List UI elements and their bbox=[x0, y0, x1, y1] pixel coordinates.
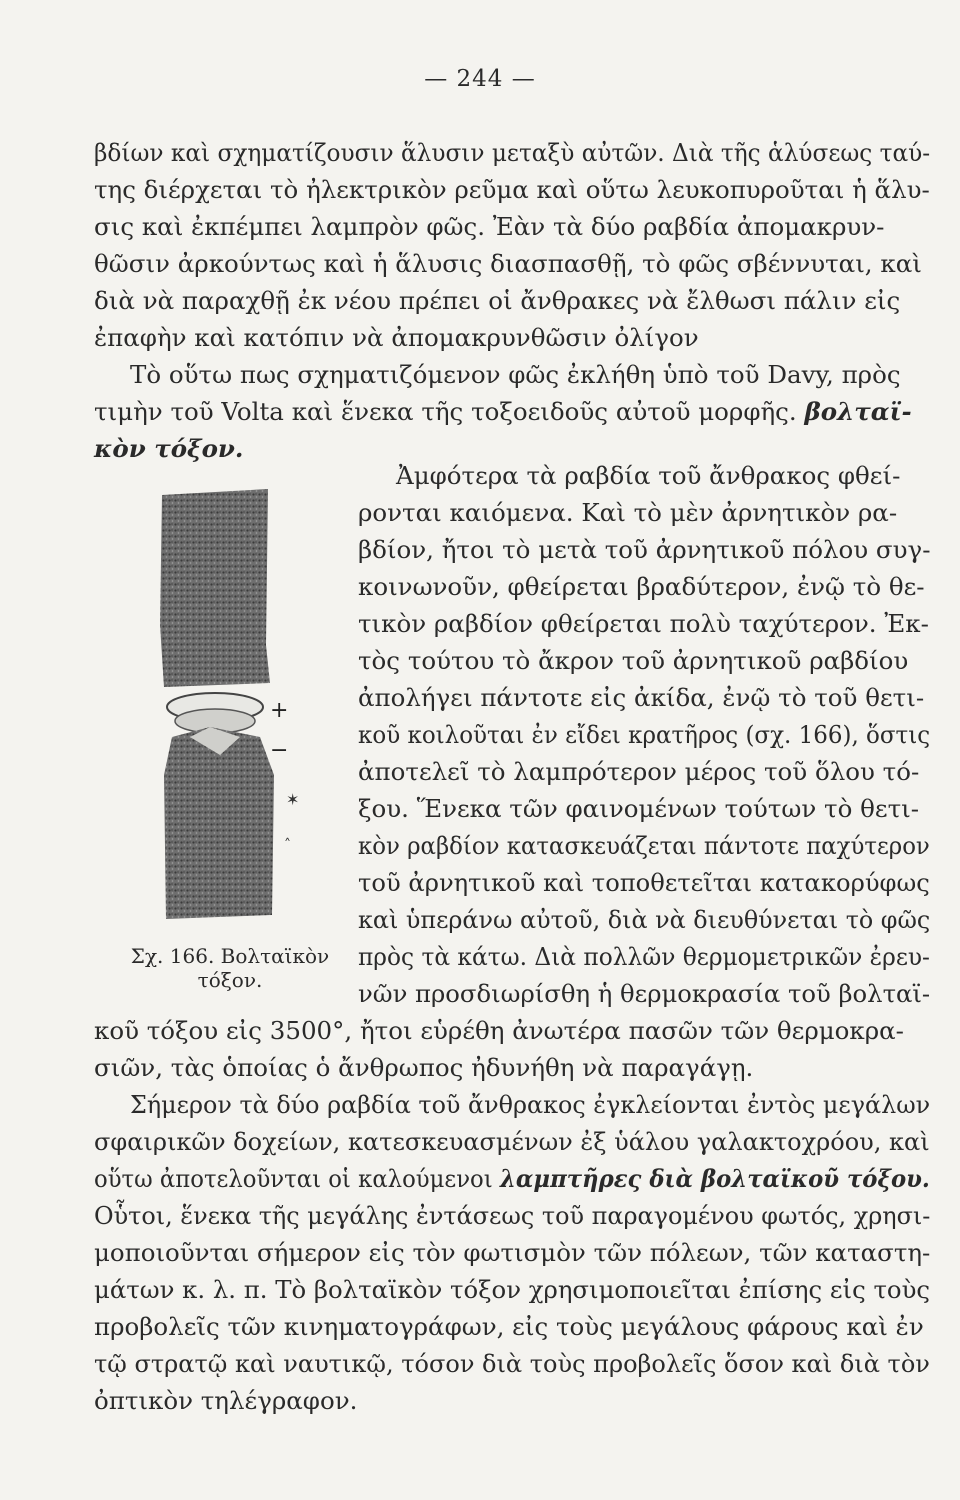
text-line: ξου. Ἕνεκα τῶν φαινομένων τούτων τὸ θετι- bbox=[358, 794, 920, 823]
text-line: Ἀμφότερα τὰ ραβδία τοῦ ἄνθρακος φθεί- bbox=[396, 461, 901, 490]
positive-carbon-rod bbox=[160, 489, 270, 687]
text-line: νῶν προσδιωρίσθη ἡ θερμοκρασία τοῦ βολταϊ- bbox=[358, 979, 931, 1008]
text-line: σφαιρικῶν δοχείων, κατεσκευασμένων ἐξ ὑάλου γαλακτοχρόου, καὶ bbox=[94, 1127, 930, 1156]
voltaic-arc-figure bbox=[150, 475, 310, 945]
plus-sign-icon: + bbox=[270, 698, 289, 723]
text-line: βδίων καὶ σχηματίζουσιν ἅλυσιν μεταξὺ αὐτῶν. Διὰ τῆς ἁλύσεως ταύ- bbox=[94, 138, 931, 167]
text-line: μάτων κ. λ. π. Τὸ βολταϊκὸν τόξον χρησιμοποιεῖται ἐπίσης εἰς τοὺς bbox=[94, 1275, 931, 1304]
text-line: κὸν ραβδίον κατασκευάζεται πάντοτε παχύτερον bbox=[358, 831, 930, 860]
figure-caption: Σχ. 166. Βολταϊκὸν τόξον. bbox=[130, 944, 330, 992]
text-line-content: οὕτω ἀποτελοῦνται οἱ καλούμενοι bbox=[94, 1164, 493, 1193]
text-line bbox=[94, 397, 912, 426]
minus-sign-icon: − bbox=[270, 738, 289, 763]
text-line bbox=[94, 1164, 930, 1193]
text-line: τῷ στρατῷ καὶ ναυτικῷ, τόσον διὰ τοὺς προβολεῖς ὅσον καὶ διὰ τὸν bbox=[94, 1349, 930, 1378]
bold-term: κὸν τόξον. bbox=[94, 434, 244, 463]
text-line: διὰ νὰ παραχθῇ ἐκ νέου πρέπει οἱ ἄνθρακες νὰ ἔλθωσι πάλιν εἰς bbox=[94, 286, 901, 315]
svg-text:✶: ✶ bbox=[286, 790, 300, 809]
text-line: μοποιοῦνται σήμερον εἰς τὸν φωτισμὸν τῶν πόλεων, τῶν καταστη- bbox=[94, 1238, 931, 1267]
text-line: κοῦ κοιλοῦται ἐν εἴδει κρατῆρος (σχ. 166), ὅστις bbox=[358, 720, 931, 749]
text-line: καὶ ὑπεράνω αὐτοῦ, διὰ νὰ διευθύνεται τὸ φῶς bbox=[358, 905, 931, 934]
text-line: ἀποτελεῖ τὸ λαμπρότερον μέρος τοῦ ὅλου τό- bbox=[358, 757, 920, 786]
text-line: πρὸς τὰ κάτω. Διὰ πολλῶν θερμομετρικῶν ἐρευ- bbox=[358, 942, 930, 971]
text-line-content: τιμὴν τοῦ Volta καὶ ἕνεκα τῆς τοξοειδοῦς αὐτοῦ μορφῆς. bbox=[94, 397, 797, 426]
text-line: κοῦ τόξου εἰς 3500°, ἤτοι εὑρέθη ἀνωτέρα πασῶν τῶν θερμοκρα- bbox=[94, 1016, 904, 1045]
negative-carbon-rod bbox=[164, 727, 274, 919]
text-line: Τὸ οὕτω πως σχηματιζόμενον φῶς ἐκλήθη ὑπὸ τοῦ Davy, πρὸς bbox=[130, 360, 901, 389]
text-line: ὀπτικὸν τηλέγραφον. bbox=[94, 1386, 358, 1415]
text-line: τικὸν ραβδίον φθείρεται πολὺ ταχύτερον. Ἐκ- bbox=[358, 609, 929, 638]
text-line: τοῦ ἀρνητικοῦ καὶ τοποθετεῖται κατακορύφως bbox=[358, 868, 930, 897]
text-line: ἐπαφὴν καὶ κατόπιν νὰ ἀπομακρυνθῶσιν ὀλίγον bbox=[94, 323, 699, 352]
text-line: Σήμερον τὰ δύο ραβδία τοῦ ἄνθρακος ἐγκλείονται ἐντὸς μεγάλων bbox=[130, 1090, 931, 1119]
bold-term: βολταϊ- bbox=[804, 397, 912, 426]
text-line: βδίον, ἤτοι τὸ μετὰ τοῦ ἀρνητικοῦ πόλου συγ- bbox=[358, 535, 931, 564]
svg-text:˄: ˄ bbox=[284, 837, 291, 853]
text-line: Οὗτοι, ἕνεκα τῆς μεγάλης ἐντάσεως τοῦ παραγομένου φωτός, χρησι- bbox=[94, 1201, 931, 1230]
text-line: της διέρχεται τὸ ἠλεκτρικὸν ρεῦμα καὶ οὕτω λευκοπυροῦται ἡ ἅλυ- bbox=[94, 175, 930, 204]
text-line: ρονται καιόμενα. Καὶ τὸ μὲν ἀρνητικὸν ρα- bbox=[358, 498, 898, 527]
text-line: τὸς τούτου τὸ ἄκρον τοῦ ἀρνητικοῦ ραβδίου bbox=[358, 646, 909, 675]
text-line: κοινωνοῦν, φθείρεται βραδύτερον, ἐνῷ τὸ θε- bbox=[358, 572, 925, 601]
text-line: σις καὶ ἐκπέμπει λαμπρὸν φῶς. Ἐὰν τὰ δύο ραβδία ἀπομακρυν- bbox=[94, 212, 885, 241]
text-line: προβολεῖς τῶν κινηματογράφων, εἰς τοὺς μεγάλους φάρους καὶ ἐν bbox=[94, 1312, 924, 1341]
bold-term: λαμπτῆρες διὰ βολταϊκοῦ τόξου. bbox=[499, 1164, 930, 1193]
text-line: ἀπολήγει πάντοτε εἰς ἀκίδα, ἐνῷ τὸ τοῦ θετι- bbox=[358, 683, 925, 712]
page-number: — 244 — bbox=[424, 66, 536, 92]
voltaic-arc-illustration bbox=[150, 475, 310, 945]
text-line: θῶσιν ἀρκούντως καὶ ἡ ἅλυσις διασπασθῇ, τὸ φῶς σβέννυται, καὶ bbox=[94, 249, 922, 278]
text-line: σιῶν, τὰς ὁποίας ὁ ἄνθρωπος ἠδυνήθη νὰ παραγάγῃ. bbox=[94, 1053, 754, 1082]
